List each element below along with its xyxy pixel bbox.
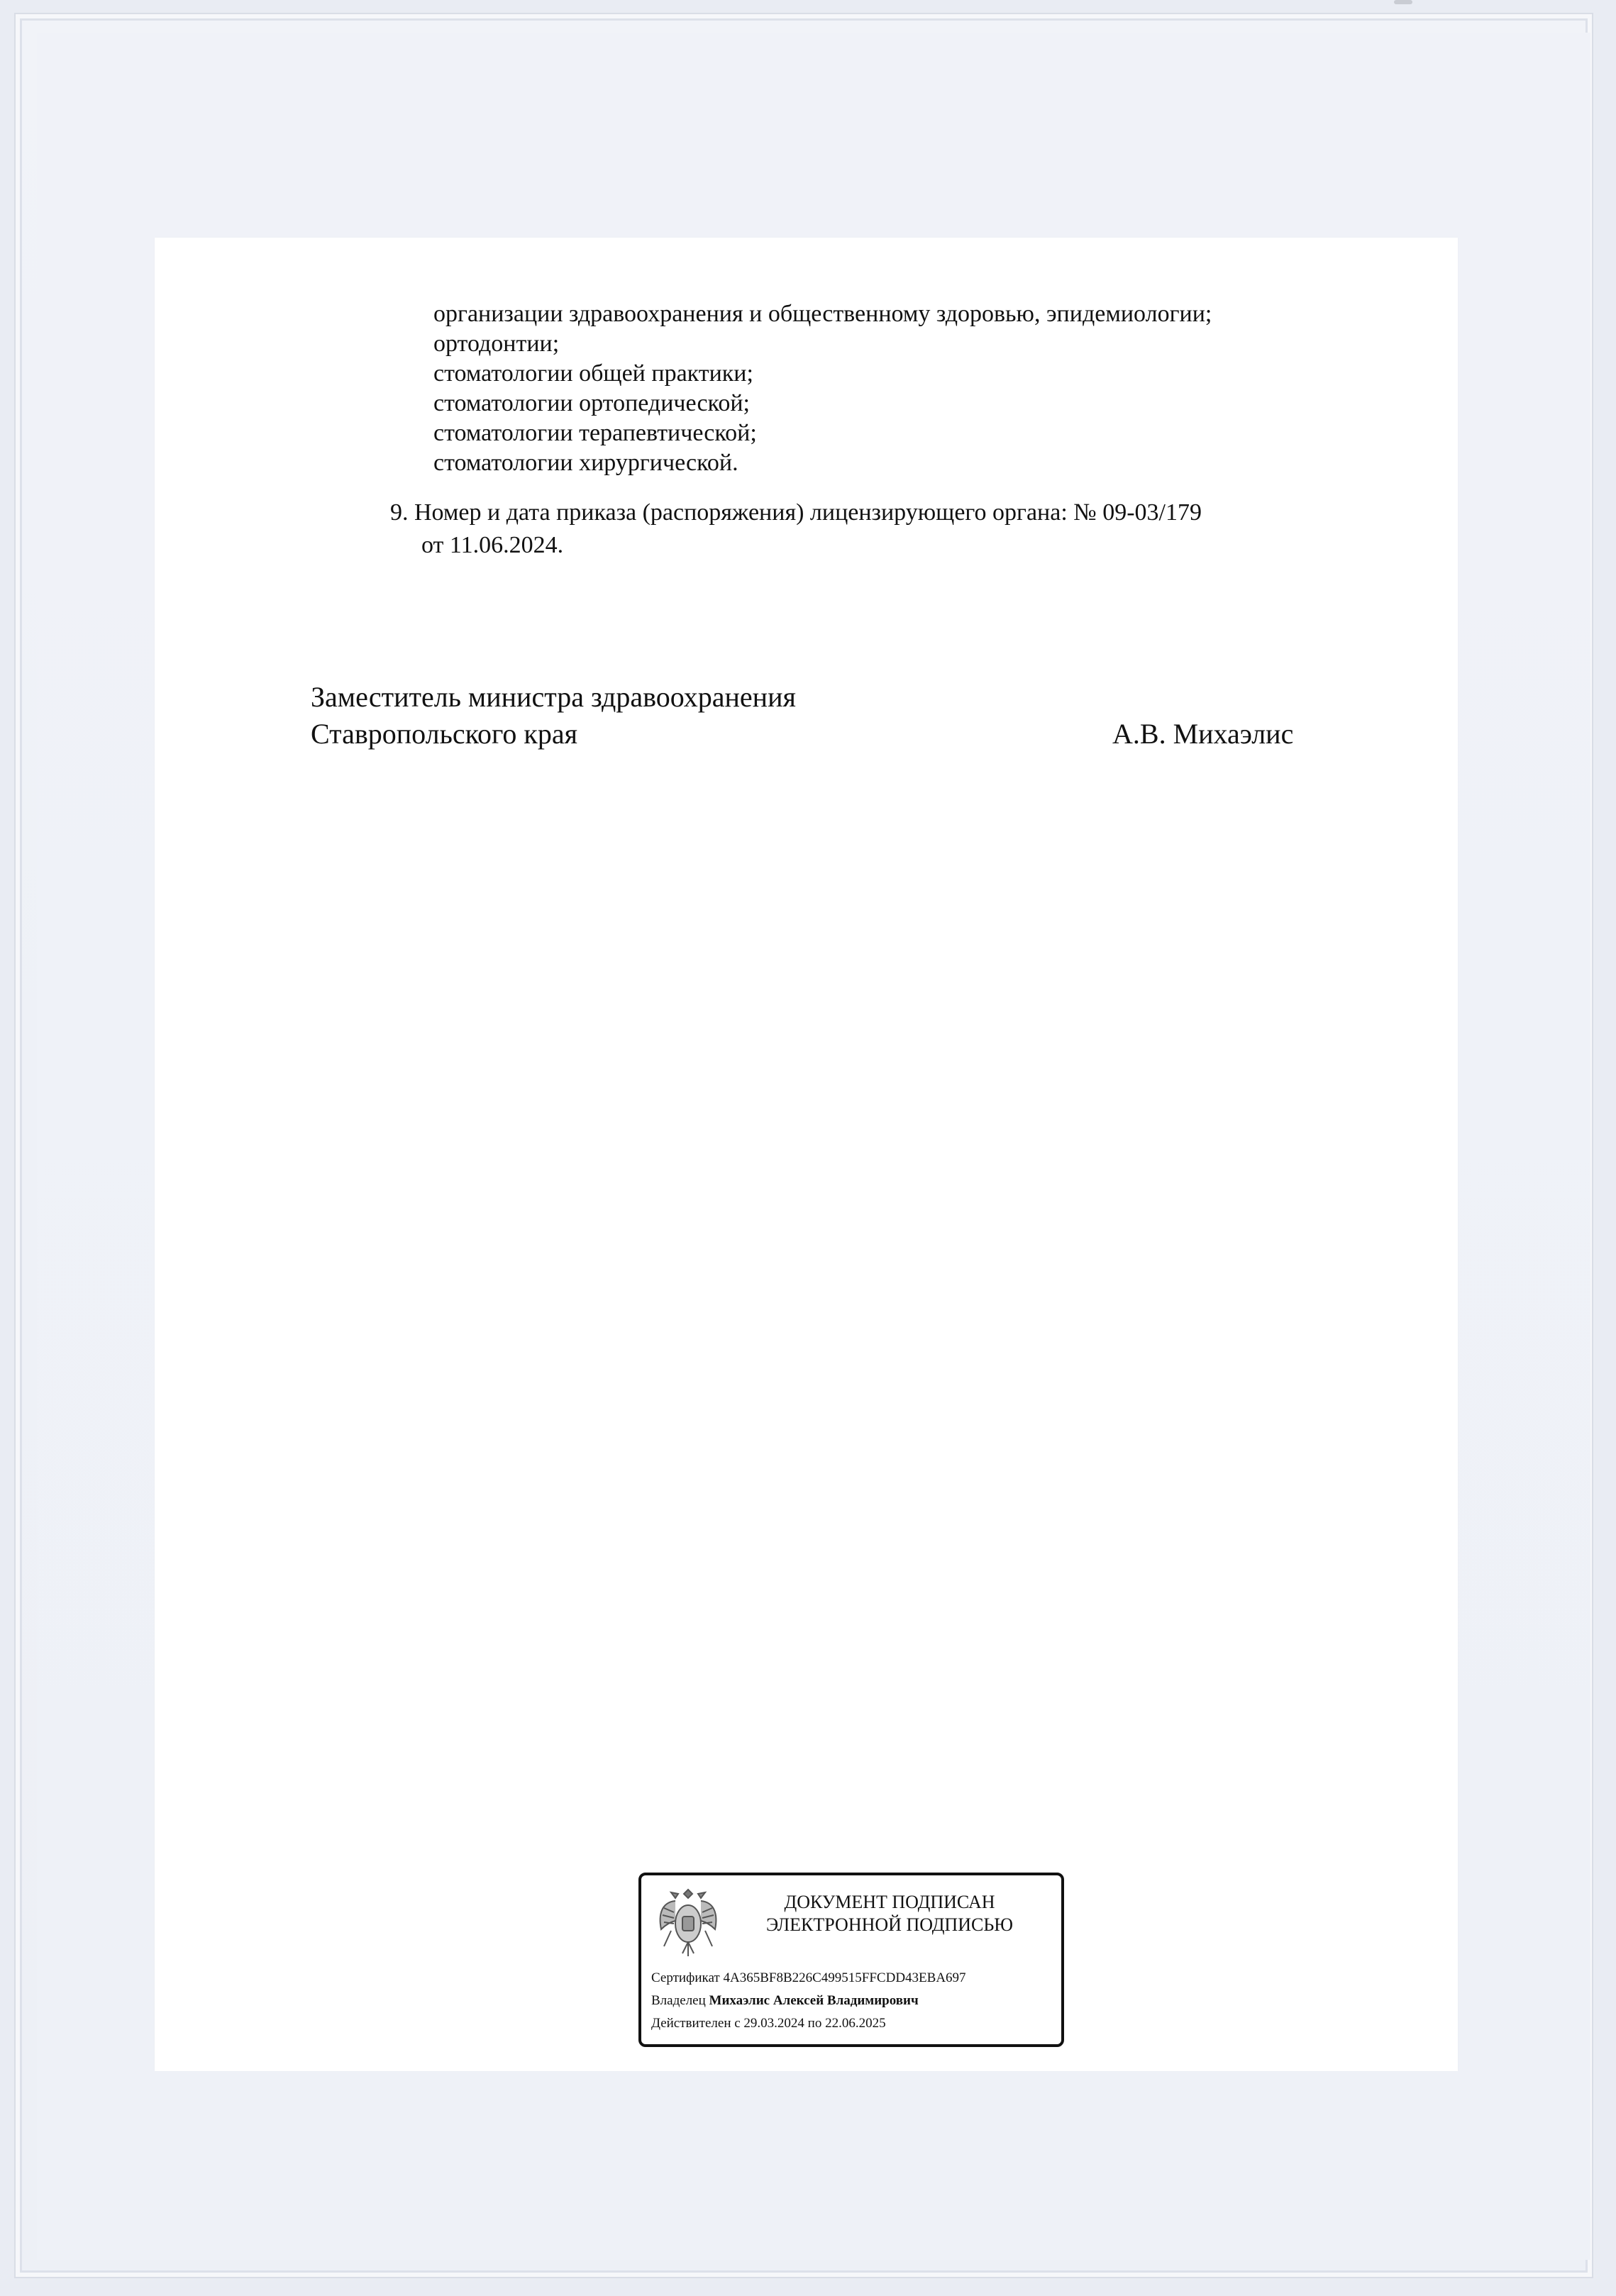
- specialty-item: стоматологии ортопедической;: [433, 390, 750, 416]
- specialty-item: стоматологии общей практики;: [433, 360, 753, 387]
- stamp-title: [726, 1891, 1053, 1936]
- signer-position-line2: Ставропольского края: [311, 718, 577, 750]
- owner-label: Владелец: [651, 1993, 706, 2008]
- document-page: [155, 238, 1458, 2071]
- stamp-title-line2: ЭЛЕКТРОННОЙ ПОДПИСЬЮ: [766, 1914, 1013, 1935]
- order-date-line: от 11.06.2024.: [421, 532, 564, 558]
- signer-name: А.В. Михаэлис: [1112, 718, 1294, 750]
- owner-value: Михаэлис Алексей Владимирович: [709, 1993, 919, 2008]
- corner-mark: [1394, 0, 1412, 4]
- stamp-title-line1: ДОКУМЕНТ ПОДПИСАН: [784, 1892, 995, 1912]
- certificate-label: Сертификат: [651, 1970, 720, 1985]
- specialty-item: ортодонтии;: [433, 331, 560, 357]
- order-number-line: 9. Номер и дата приказа (распоряжения) лицензирующего органа: № 09-03/179: [390, 499, 1202, 526]
- electronic-signature-stamp: [638, 1873, 1064, 2047]
- russian-coat-of-arms-icon: [654, 1884, 722, 1962]
- specialty-item: организации здравоохранения и общественному здоровью, эпидемиологии;: [433, 301, 1212, 327]
- certificate-line: [651, 1970, 966, 1986]
- signer-position-line1: Заместитель министра здравоохранения: [311, 681, 796, 713]
- certificate-value: 4A365BF8B226C499515FFCDD43EBA697: [723, 1970, 966, 1985]
- validity-line: Действителен с 29.03.2024 по 22.06.2025: [651, 2016, 886, 2031]
- specialty-item: стоматологии терапевтической;: [433, 420, 757, 446]
- specialty-item: стоматологии хирургической.: [433, 450, 738, 476]
- owner-line: [651, 1993, 919, 2009]
